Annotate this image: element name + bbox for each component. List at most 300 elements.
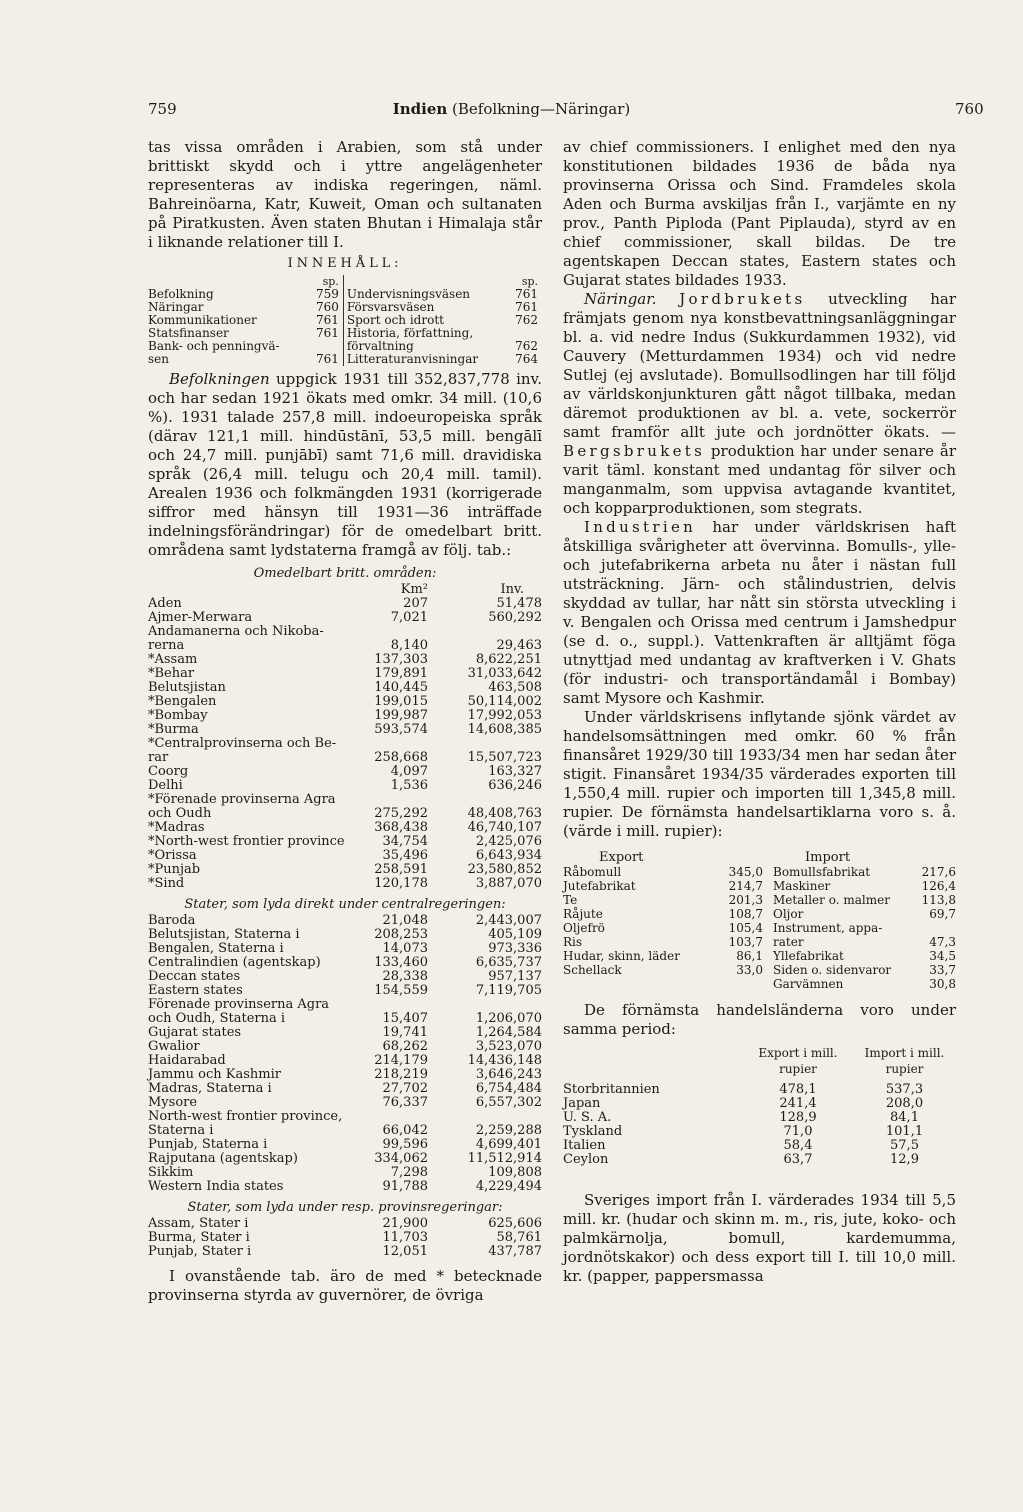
table-row bbox=[563, 1153, 956, 1167]
area-inhabitants: 6,643,934 bbox=[475, 848, 542, 863]
area-name: Centralindien (agentskap) bbox=[148, 955, 321, 970]
area-inhabitants: 23,580,852 bbox=[467, 862, 542, 877]
table-row bbox=[148, 597, 542, 611]
country-export: 71,0 bbox=[783, 1124, 813, 1139]
area-inhabitants: 6,635,737 bbox=[475, 955, 542, 970]
table-row bbox=[563, 921, 956, 935]
table-row bbox=[148, 1040, 542, 1054]
area-name: Ajmer-Merwara bbox=[148, 610, 253, 625]
area-km: 593,574 bbox=[374, 722, 428, 737]
table-row bbox=[148, 653, 542, 667]
area-name: Assam, Stater i bbox=[148, 1216, 249, 1231]
running-title-bold: Indien bbox=[392, 100, 448, 118]
area-km: 19,741 bbox=[382, 1025, 428, 1040]
table-row bbox=[148, 807, 542, 821]
intro-paragraph: tas vissa områden i Arabien, som stå under brittiskt skydd och i yttre angelägenheter representeras av indiska regeringen, näml. Bahreinöarna, Katr, Kuweit, Oman och sultanaten på Piratkusten. Även staten Bhutan i Himalaja står i liknande relationer till I. bbox=[148, 138, 542, 251]
export-value: 201,3 bbox=[728, 893, 763, 907]
table-row bbox=[563, 1111, 956, 1125]
toc-entry-page: 761 bbox=[310, 353, 344, 366]
import-value: 113,8 bbox=[921, 893, 956, 907]
area-inhabitants: 625,606 bbox=[488, 1216, 542, 1231]
area-inhabitants: 14,608,385 bbox=[467, 722, 542, 737]
area-km: 8,140 bbox=[390, 638, 428, 653]
area-km: 28,338 bbox=[382, 969, 428, 984]
industry-text: har under världskrisen haft åtskilliga svårigheter att övervinna. Bomulls-, ylle- och jutefabrikerna arbeta nu åter i nästan full utsträckning. Järn- och stålindustrien, delvis skyddad av tullar, har nått sin största utveckling i v. Bengalen och Orissa med centrum i Jamshedpur (se d. o., suppl.). Vattenkraften är alltjämt föga utnyttjad med undantag av kraftverken i V. Ghats (för industri- och transportändamål i Bombay) samt Mysore och Kashmir. bbox=[563, 518, 956, 707]
toc-entry-label: Bank- och penningvä- bbox=[148, 339, 280, 353]
table-row bbox=[563, 935, 956, 949]
area-km: 179,891 bbox=[374, 666, 428, 681]
area-name: Gujarat states bbox=[148, 1025, 242, 1040]
area-name: Burma, Stater i bbox=[148, 1230, 250, 1245]
export-item: Te bbox=[563, 893, 578, 907]
table-row bbox=[563, 977, 956, 991]
import-item: Instrument, appa- bbox=[773, 921, 883, 935]
area-inhabitants: 957,137 bbox=[488, 969, 542, 984]
area-km: 154,559 bbox=[374, 983, 428, 998]
population-lead: Befolkningen bbox=[169, 370, 270, 388]
area-name: Coorg bbox=[148, 764, 189, 779]
area-inhabitants bbox=[428, 1110, 542, 1124]
caption-british-areas: Omedelbart britt. områden: bbox=[253, 566, 437, 581]
area-inhabitants: 560,292 bbox=[488, 610, 542, 625]
table-row bbox=[148, 970, 542, 984]
table-row bbox=[148, 956, 542, 970]
area-name: Bengalen, Staterna i bbox=[148, 941, 284, 956]
area-km: 35,496 bbox=[382, 848, 428, 863]
table-row bbox=[148, 849, 542, 863]
table-row bbox=[148, 709, 542, 723]
area-name: Förenade provinserna Agra bbox=[148, 997, 330, 1012]
toc-entry-label: Befolkning bbox=[148, 287, 214, 301]
area-name: *Förenade provinserna Agra bbox=[148, 792, 336, 807]
area-inhabitants: 31,033,642 bbox=[467, 666, 542, 681]
import-value: 30,8 bbox=[929, 977, 956, 991]
area-km: 99,596 bbox=[382, 1137, 428, 1152]
table-row bbox=[148, 1068, 542, 1082]
table-row bbox=[148, 723, 542, 737]
toc-title: INNEHÅLL: bbox=[287, 256, 403, 271]
toc-entry-page: 761 bbox=[310, 327, 344, 340]
trade-countries-table bbox=[563, 1045, 956, 1167]
table-row bbox=[148, 625, 542, 639]
table-row bbox=[148, 1124, 542, 1138]
import-item: Maskiner bbox=[773, 879, 831, 893]
toc-entry-label: Statsfinanser bbox=[148, 326, 229, 340]
table-row bbox=[148, 779, 542, 793]
area-name: Andamanerna och Nikoba- bbox=[148, 624, 324, 639]
country-export: 63,7 bbox=[783, 1152, 813, 1167]
export-value: 103,7 bbox=[728, 935, 763, 949]
import-item: rater bbox=[773, 935, 804, 949]
area-name: rerna bbox=[148, 638, 185, 653]
area-inhabitants: 3,887,070 bbox=[475, 876, 542, 891]
table-row bbox=[148, 835, 542, 849]
country-import: 57,5 bbox=[890, 1138, 919, 1153]
import-item: Garvämnen bbox=[773, 977, 844, 991]
area-name: Aden bbox=[148, 596, 182, 611]
paragraph-trade: Under världskrisens inflytande sjönk värdet av handelsomsättningen med omkr. 60 % från finansåret 1929/30 till 1933/34 men har sedan åter stigit. Finansåret 1934/35 värderades exporten till 1,550,4 mill. rupier och importen till 1,345,8 mill. rupier. De förnämsta handelsartiklarna voro s. å. (värde i mill. rupier): bbox=[563, 708, 956, 840]
area-km: 218,219 bbox=[374, 1067, 428, 1082]
country-name: Tyskland bbox=[563, 1124, 623, 1139]
area-name: Western India states bbox=[148, 1179, 284, 1194]
area-km: 91,788 bbox=[382, 1179, 428, 1194]
toc-entry-page: 760 bbox=[310, 301, 344, 314]
toc-entry-label: Försvarsväsen bbox=[346, 300, 435, 314]
british-areas-table bbox=[148, 583, 542, 891]
area-km: 11,703 bbox=[382, 1230, 428, 1245]
export-item: Råbomull bbox=[563, 865, 622, 879]
left-column bbox=[148, 138, 542, 1305]
area-name: *North-west frontier province bbox=[148, 834, 345, 849]
area-name: *Bengalen bbox=[148, 694, 217, 709]
table-row bbox=[148, 928, 542, 942]
toc-entry-page: 761 bbox=[515, 300, 538, 314]
country-import: 84,1 bbox=[890, 1110, 919, 1125]
bergsbrukets-word: Bergsbrukets bbox=[563, 442, 706, 460]
area-km: 258,668 bbox=[374, 750, 428, 765]
area-name: Haidarabad bbox=[148, 1053, 226, 1068]
area-km bbox=[360, 998, 428, 1012]
toc-entry-page: 764 bbox=[515, 352, 538, 366]
area-km: 214,179 bbox=[374, 1053, 428, 1068]
area-inhabitants: 2,425,076 bbox=[475, 834, 542, 849]
table-row bbox=[148, 751, 542, 765]
country-export: 58,4 bbox=[783, 1138, 813, 1153]
industrien-word: Industrien bbox=[584, 518, 697, 536]
area-name: Belutsjistan bbox=[148, 680, 226, 695]
table-row bbox=[148, 611, 542, 625]
toc-entry-page: 762 bbox=[515, 313, 538, 327]
table-row bbox=[563, 865, 956, 879]
country-name: Italien bbox=[563, 1138, 606, 1153]
running-title-rest: (Befolkning—Näringar) bbox=[447, 100, 631, 118]
population-paragraph bbox=[148, 370, 542, 560]
export-item bbox=[563, 977, 713, 991]
col-inv-header: Inv. bbox=[500, 582, 524, 597]
area-km: 199,015 bbox=[374, 694, 428, 709]
country-import: 537,3 bbox=[885, 1082, 924, 1097]
toc-entry-label: Kommunikationer bbox=[148, 313, 257, 327]
paragraph-naringar bbox=[563, 290, 956, 518]
col-import-header: Import i mill. bbox=[864, 1046, 945, 1060]
export-value: 345,0 bbox=[728, 865, 763, 879]
closing-paragraph-left: I ovanstående tab. äro de med * betecknade provinserna styrda av guvernörer, de övriga bbox=[148, 1267, 542, 1304]
table-row bbox=[563, 963, 956, 977]
country-import: 208,0 bbox=[885, 1096, 924, 1111]
table-row bbox=[148, 681, 542, 695]
running-title bbox=[0, 100, 1023, 118]
area-km: 120,178 bbox=[374, 876, 428, 891]
area-inhabitants: 463,508 bbox=[488, 680, 542, 695]
area-name: *Punjab bbox=[148, 862, 201, 877]
area-km: 21,048 bbox=[382, 913, 428, 928]
area-km bbox=[360, 737, 428, 751]
table-row bbox=[148, 1110, 542, 1124]
area-inhabitants: 46,740,107 bbox=[467, 820, 542, 835]
area-inhabitants: 29,463 bbox=[496, 638, 542, 653]
area-km: 34,754 bbox=[382, 834, 428, 849]
export-value: 33,0 bbox=[736, 963, 763, 977]
export-item: Schellack bbox=[563, 963, 622, 977]
trade-articles-table bbox=[563, 851, 956, 991]
export-item: Ris bbox=[563, 935, 583, 949]
area-inhabitants bbox=[428, 998, 542, 1012]
area-km: 140,445 bbox=[374, 680, 428, 695]
import-item: Yllefabrikat bbox=[773, 949, 844, 963]
toc-sp-right: sp. bbox=[521, 275, 538, 288]
export-header: Export bbox=[599, 850, 644, 865]
export-item: Råjute bbox=[563, 907, 603, 921]
area-inhabitants: 636,246 bbox=[488, 778, 542, 793]
area-km: 275,292 bbox=[374, 806, 428, 821]
paragraph-industry bbox=[563, 518, 956, 708]
country-name: Storbritannien bbox=[563, 1082, 660, 1097]
area-inhabitants: 4,699,401 bbox=[475, 1137, 542, 1152]
table-row bbox=[148, 1180, 542, 1194]
area-inhabitants: 15,507,723 bbox=[467, 750, 542, 765]
table-row bbox=[148, 914, 542, 928]
toc-entry-label: Näringar bbox=[148, 300, 204, 314]
toc-entry-page: 761 bbox=[515, 287, 538, 301]
area-inhabitants: 6,557,302 bbox=[475, 1095, 542, 1110]
country-import: 101,1 bbox=[885, 1124, 924, 1139]
area-km: 258,591 bbox=[374, 862, 428, 877]
area-name: *Orissa bbox=[148, 848, 197, 863]
table-row bbox=[148, 1231, 542, 1245]
area-inhabitants: 109,808 bbox=[488, 1165, 542, 1180]
country-name: Japan bbox=[563, 1096, 601, 1111]
toc-row bbox=[148, 288, 542, 301]
area-name: Sikkim bbox=[148, 1165, 194, 1180]
table-row bbox=[563, 1097, 956, 1111]
area-inhabitants: 437,787 bbox=[488, 1244, 542, 1259]
area-name: Punjab, Staterna i bbox=[148, 1137, 268, 1152]
table-row bbox=[563, 907, 956, 921]
table-row bbox=[563, 1083, 956, 1097]
area-name: *Sind bbox=[148, 876, 185, 891]
toc-entry-label: Historia, författning, bbox=[346, 326, 474, 340]
table-row bbox=[148, 877, 542, 891]
area-km: 14,073 bbox=[382, 941, 428, 956]
export-item: Jutefabrikat bbox=[563, 879, 636, 893]
export-value bbox=[713, 977, 769, 991]
country-export: 128,9 bbox=[779, 1110, 817, 1125]
export-value: 86,1 bbox=[736, 949, 763, 963]
area-inhabitants bbox=[428, 793, 542, 807]
toc-entry-label: sen bbox=[148, 352, 169, 366]
toc-entry-label: Sport och idrott bbox=[346, 313, 444, 327]
toc-entry-label: Undervisningsväsen bbox=[346, 287, 471, 301]
area-name: Jammu och Kashmir bbox=[148, 1067, 281, 1082]
area-km: 12,051 bbox=[382, 1244, 428, 1259]
area-inhabitants: 3,523,070 bbox=[475, 1039, 542, 1054]
central-states-table bbox=[148, 914, 542, 1194]
table-row bbox=[148, 765, 542, 779]
area-km bbox=[360, 1110, 428, 1124]
area-name: Madras, Staterna i bbox=[148, 1081, 272, 1096]
area-inhabitants: 14,436,148 bbox=[467, 1053, 542, 1068]
export-value: 108,7 bbox=[728, 907, 763, 921]
area-km: 4,097 bbox=[390, 764, 428, 779]
area-inhabitants: 58,761 bbox=[496, 1230, 542, 1245]
import-item: Bomullsfabrikat bbox=[773, 865, 871, 879]
area-km: 133,460 bbox=[374, 955, 428, 970]
export-item: Hudar, skinn, läder bbox=[563, 949, 680, 963]
area-name: rar bbox=[148, 750, 169, 765]
area-inhabitants: 2,259,288 bbox=[475, 1123, 542, 1138]
agriculture-text: utveckling har främjats genom nya konstbevattningsanläggningar bl. a. vid nedre Indus (Sukkurdammen 1932), vid Cauvery (Metturdammen 1934) och vid nedre Sutlej (ej avslutade). Bomullsodlingen har till följd av världskonjunkturen gått något tillbaka, medan däremot produktionen av bl. a. vete, sockerrör samt framför allt jute och jordnötter ökats. — bbox=[563, 290, 956, 441]
area-km: 27,702 bbox=[382, 1081, 428, 1096]
table-row bbox=[563, 879, 956, 893]
naringar-lead: Näringar. bbox=[584, 290, 657, 308]
area-inhabitants: 17,992,053 bbox=[467, 708, 542, 723]
table-row bbox=[148, 1166, 542, 1180]
table-row bbox=[148, 695, 542, 709]
import-item: Metaller o. malmer bbox=[773, 893, 890, 907]
area-name: *Burma bbox=[148, 722, 199, 737]
toc-entry-label: förvaltning bbox=[346, 339, 414, 353]
export-value: 105,4 bbox=[728, 921, 763, 935]
area-km: 7,021 bbox=[390, 610, 428, 625]
export-value: 214,7 bbox=[728, 879, 763, 893]
export-item: Oljefrö bbox=[563, 921, 605, 935]
area-name: *Madras bbox=[148, 820, 205, 835]
jordbrukets-word: Jordbrukets bbox=[679, 290, 806, 308]
mining-text: produktion har under senare år varit täml. konstant med undantag för silver och manganmalm, som uppvisa avtagande kvantitet, och kopparproduktionen, som stegrats. bbox=[563, 442, 956, 517]
area-name: och Oudh bbox=[148, 806, 212, 821]
table-row bbox=[148, 1217, 542, 1231]
col-km-header: Km² bbox=[400, 582, 428, 597]
table-row bbox=[148, 1054, 542, 1068]
area-name: och Oudh, Staterna i bbox=[148, 1011, 286, 1026]
col-import-unit: rupier bbox=[885, 1062, 924, 1076]
area-name: Eastern states bbox=[148, 983, 243, 998]
table-row bbox=[148, 863, 542, 877]
area-km: 15,407 bbox=[382, 1011, 428, 1026]
countries-intro: De förnämsta handelsländerna voro under samma period: bbox=[563, 1001, 956, 1038]
country-export: 241,4 bbox=[779, 1096, 817, 1111]
toc-row bbox=[148, 340, 542, 353]
area-inhabitants: 405,109 bbox=[488, 927, 542, 942]
caption-provincial-states: Stater, som lyda under resp. provinsregeringar: bbox=[187, 1200, 503, 1215]
import-value: 69,7 bbox=[929, 907, 956, 921]
area-km: 207 bbox=[403, 596, 428, 611]
import-header: Import bbox=[805, 850, 851, 865]
import-value: 33,7 bbox=[929, 963, 956, 977]
page-number-left: 759 bbox=[148, 100, 177, 118]
toc-entry-page: 759 bbox=[310, 288, 344, 301]
area-inhabitants: 973,336 bbox=[488, 941, 542, 956]
table-row bbox=[148, 1012, 542, 1026]
table-row bbox=[148, 737, 542, 751]
area-inhabitants bbox=[428, 625, 542, 639]
area-km: 68,262 bbox=[382, 1039, 428, 1054]
area-inhabitants: 2,443,007 bbox=[475, 913, 542, 928]
area-name: Deccan states bbox=[148, 969, 241, 984]
page-header bbox=[0, 100, 1023, 124]
table-row bbox=[563, 949, 956, 963]
area-km: 199,987 bbox=[374, 708, 428, 723]
area-name: Mysore bbox=[148, 1095, 198, 1110]
table-row bbox=[148, 1138, 542, 1152]
area-km: 7,298 bbox=[390, 1165, 428, 1180]
area-km: 76,337 bbox=[382, 1095, 428, 1110]
population-text: uppgick 1931 till 352,837,778 inv. och har sedan 1921 ökats med omkr. 34 mill. (10,6 %). 1931 talade 257,8 mill. indoeuropeiska språk (därav 121,1 mill. hindūstānī, 53,5 mill. bengālī och 24,7 mill. punjābī) samt 71,6 mill. dravidiska språk (26,4 mill. telugu och 20,4 mill. tamil). Arealen 1936 och folkmängden 1931 (korrigerade siffror med hänsyn till 1931—36 inträffade indelningsförändringar) för de omedelbart britt. områdena samt lydstaterna framgå av följ. tab.: bbox=[148, 370, 542, 559]
table-row bbox=[148, 984, 542, 998]
table-row bbox=[148, 998, 542, 1012]
area-name: Delhi bbox=[148, 778, 183, 793]
area-inhabitants: 50,114,002 bbox=[467, 694, 542, 709]
import-item: Siden o. sidenvaror bbox=[773, 963, 892, 977]
table-row bbox=[563, 1125, 956, 1139]
area-inhabitants: 11,512,914 bbox=[467, 1151, 542, 1166]
area-km: 334,062 bbox=[374, 1151, 428, 1166]
table-row bbox=[148, 639, 542, 653]
table-row bbox=[148, 1026, 542, 1040]
table-row bbox=[148, 1096, 542, 1110]
caption-central-states: Stater, som lyda direkt under centralregeringen: bbox=[184, 897, 506, 912]
toc-sp-left: sp. bbox=[310, 275, 344, 288]
area-km: 137,303 bbox=[374, 652, 428, 667]
table-row bbox=[148, 1245, 542, 1259]
area-name: *Behar bbox=[148, 666, 195, 681]
area-name: Gwalior bbox=[148, 1039, 200, 1054]
area-name: Punjab, Stater i bbox=[148, 1244, 252, 1259]
area-km: 1,536 bbox=[390, 778, 428, 793]
area-inhabitants: 7,119,705 bbox=[475, 983, 542, 998]
area-name: Belutsjistan, Staterna i bbox=[148, 927, 300, 942]
area-inhabitants: 3,646,243 bbox=[475, 1067, 542, 1082]
area-km: 21,900 bbox=[382, 1216, 428, 1231]
country-name: Ceylon bbox=[563, 1152, 609, 1167]
area-inhabitants: 48,408,763 bbox=[467, 806, 542, 821]
area-inhabitants: 4,229,494 bbox=[475, 1179, 542, 1194]
area-name: *Assam bbox=[148, 652, 198, 667]
country-import: 12,9 bbox=[890, 1152, 919, 1167]
area-inhabitants bbox=[428, 737, 542, 751]
area-inhabitants: 1,264,584 bbox=[475, 1025, 542, 1040]
import-value: 47,3 bbox=[929, 935, 956, 949]
page-number-right: 760 bbox=[955, 100, 984, 118]
table-row bbox=[563, 893, 956, 907]
import-value bbox=[909, 921, 956, 935]
area-name: *Bombay bbox=[148, 708, 208, 723]
area-inhabitants: 6,754,484 bbox=[475, 1081, 542, 1096]
country-export: 478,1 bbox=[779, 1082, 817, 1097]
area-name: Staterna i bbox=[148, 1123, 214, 1138]
closing-paragraph-right: Sveriges import från I. värderades 1934 till 5,5 mill. kr. (hudar och skinn m. m., ris, jute, koko- och palmkärnolja, bomull, kardemumma, jordnötskakor) och dess export till I. till 10,0 mill. kr. (papper, pappersmassa bbox=[563, 1191, 956, 1285]
table-row bbox=[148, 667, 542, 681]
toc-entry-page: 761 bbox=[310, 314, 344, 327]
import-value: 126,4 bbox=[921, 879, 956, 893]
area-km bbox=[360, 793, 428, 807]
area-km: 66,042 bbox=[382, 1123, 428, 1138]
table-row bbox=[148, 821, 542, 835]
paragraph-commissioners: av chief commissioners. I enlighet med den nya konstitutionen bildades 1936 de båda nya provinserna Orissa och Sind. Framdeles skola Aden och Burma avskiljas från I., varjämte en ny prov., Panth Piploda (Pant Piplauda), styrd av en chief commissioner, skall bildas. De tre agentskapen Deccan states, Eastern states och Gujarat states bildades 1933. bbox=[563, 138, 956, 289]
right-column bbox=[563, 138, 956, 1286]
toc-row bbox=[148, 353, 542, 366]
table-row bbox=[148, 1152, 542, 1166]
area-name: Rajputana (agentskap) bbox=[148, 1151, 298, 1166]
area-inhabitants: 1,206,070 bbox=[475, 1011, 542, 1026]
col-export-unit: rupier bbox=[779, 1062, 817, 1076]
toc-entry-page: 762 bbox=[515, 339, 538, 353]
table-row bbox=[563, 1139, 956, 1153]
import-value: 34,5 bbox=[929, 949, 956, 963]
country-name: U. S. A. bbox=[563, 1110, 612, 1125]
area-name: Baroda bbox=[148, 913, 196, 928]
import-item: Oljor bbox=[773, 907, 804, 921]
